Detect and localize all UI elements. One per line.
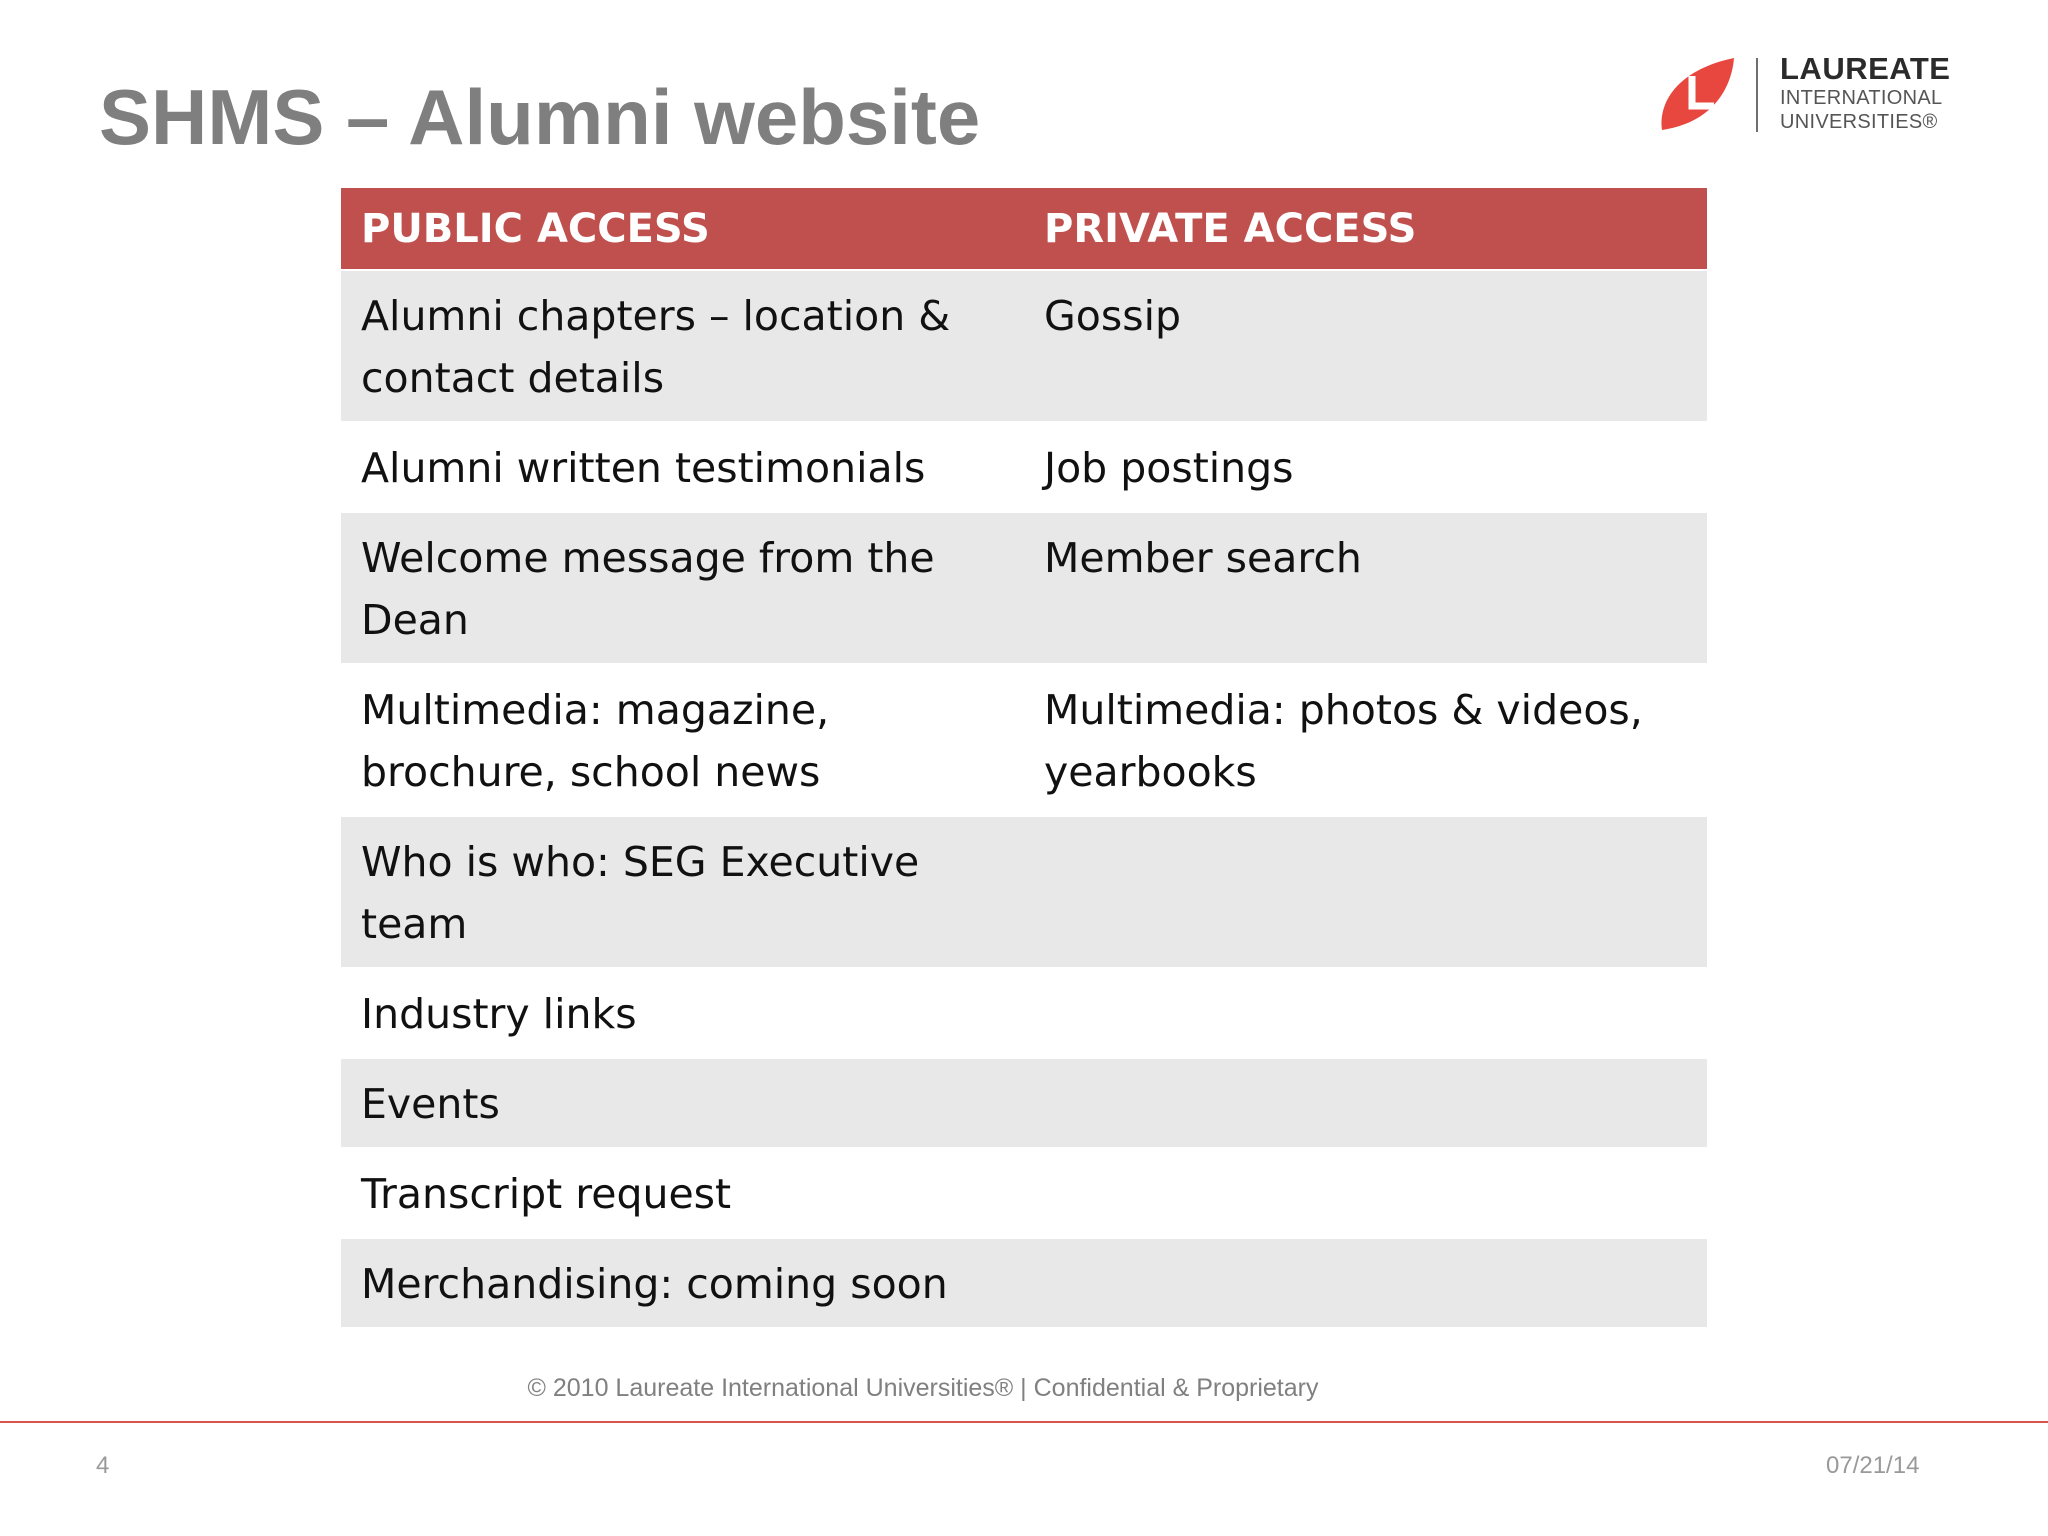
table-row xyxy=(341,816,1707,968)
table-row xyxy=(341,270,1707,422)
table-row xyxy=(341,1148,1707,1238)
logo-divider xyxy=(1756,58,1758,132)
laureate-logo xyxy=(1656,52,1956,142)
public-cell: Industry links xyxy=(341,968,1024,1058)
page-number: 4 xyxy=(96,1452,110,1479)
private-cell: Member search xyxy=(1024,512,1707,664)
table-header-row xyxy=(341,188,1707,270)
private-cell xyxy=(1024,1238,1707,1327)
public-cell: Transcript request xyxy=(341,1148,1024,1238)
private-cell xyxy=(1024,1058,1707,1148)
header-private-access: PRIVATE ACCESS xyxy=(1024,188,1707,270)
public-cell: Multimedia: magazine, brochure, school news xyxy=(341,664,1024,816)
public-cell: Welcome message from the Dean xyxy=(341,512,1024,664)
table-row xyxy=(341,512,1707,664)
logo-sub-line-1: INTERNATIONAL xyxy=(1780,87,1943,109)
private-cell xyxy=(1024,816,1707,968)
private-cell: Job postings xyxy=(1024,422,1707,512)
table-row xyxy=(341,1238,1707,1327)
public-cell: Merchandising: coming soon xyxy=(341,1238,1024,1327)
public-cell: Alumni written testimonials xyxy=(341,422,1024,512)
slide-title: SHMS – Alumni website xyxy=(99,73,981,161)
private-cell xyxy=(1024,968,1707,1058)
public-cell: Events xyxy=(341,1058,1024,1148)
public-cell: Who is who: SEG Executive team xyxy=(341,816,1024,968)
table-row xyxy=(341,422,1707,512)
logo-text xyxy=(1780,52,1960,134)
footer-copyright: © 2010 Laureate International Universities® | Confidential & Proprietary xyxy=(527,1374,1319,1402)
table-row xyxy=(341,664,1707,816)
private-cell xyxy=(1024,1148,1707,1238)
access-table xyxy=(341,188,1707,1327)
table-row xyxy=(341,968,1707,1058)
logo-word: LAUREATE xyxy=(1780,51,1951,86)
public-cell: Alumni chapters – location & contact details xyxy=(341,270,1024,422)
header-public-access: PUBLIC ACCESS xyxy=(341,188,1024,270)
table-row xyxy=(341,1058,1707,1148)
private-cell: Multimedia: photos & videos, yearbooks xyxy=(1024,664,1707,816)
footer-divider xyxy=(0,1421,2048,1423)
logo-sub-line-2: UNIVERSITIES® xyxy=(1780,111,1938,133)
private-cell: Gossip xyxy=(1024,270,1707,422)
laureate-leaf-icon xyxy=(1656,54,1736,134)
slide-date: 07/21/14 xyxy=(1826,1452,1920,1479)
